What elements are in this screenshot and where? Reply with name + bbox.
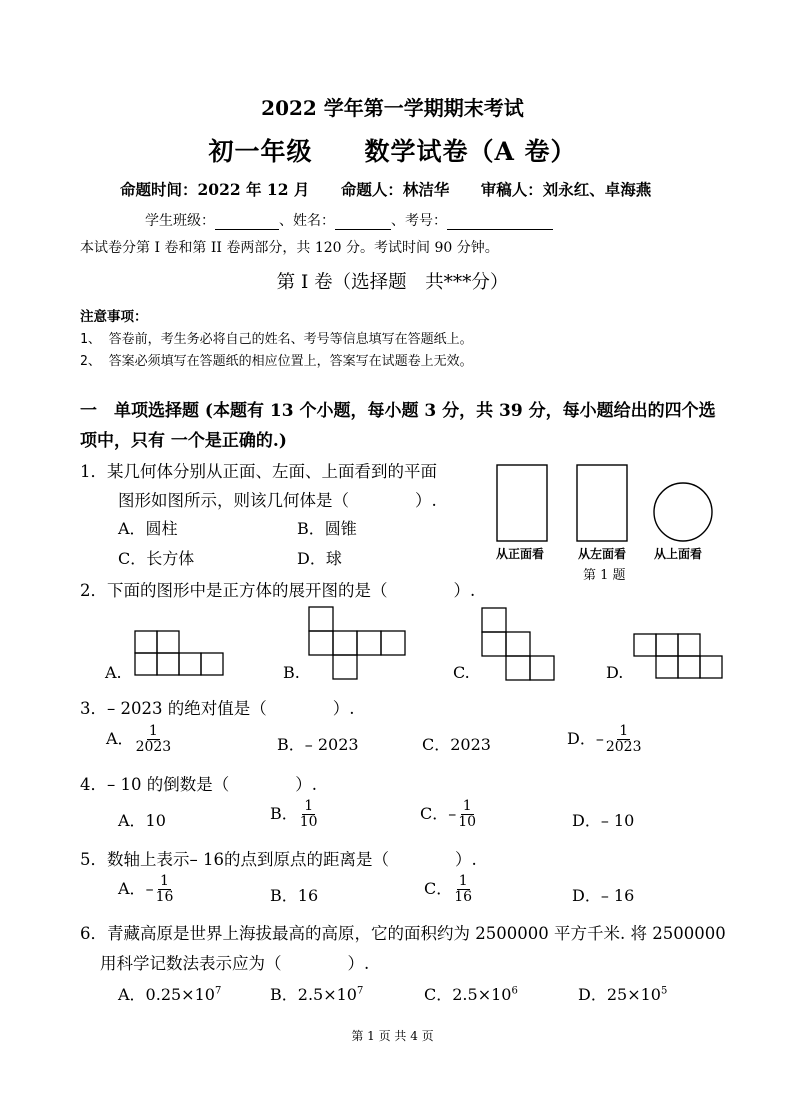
front-view-rectangle [497,465,547,541]
meta-author: 命题人：林洁华 [340,180,450,199]
q3-option-c[interactable]: C．2023 [422,735,491,754]
fraction: $\frac{1}{10}$ [458,798,477,830]
q4-option-a[interactable]: A．10 [118,811,166,830]
q4-option-b[interactable]: B． $\frac{1}{10}$ [270,798,318,830]
q6-option-b[interactable]: B．$2.5\times 10^7$ [270,985,364,1004]
class-label: 学生班级： [145,213,215,229]
exam-title: 2022 学年第一学期期末考试 [261,96,524,120]
front-view-label: 从正面看 [496,547,545,561]
q3-option-a[interactable]: A． $\frac{1}{2023}$ [106,723,172,755]
fraction: $\frac{1}{2023}$ [605,723,642,755]
paper-subtitle: 初一年级 数学试卷（A 卷） [208,137,577,166]
q2-net-a[interactable] [134,630,230,680]
id-label: 、考号： [391,213,447,229]
q2-net-d[interactable] [633,633,725,681]
fraction: $\frac{1}{16}$ [155,873,174,905]
q6-stem-line2: 用科学记数法表示应为（ ）. [100,954,370,973]
q2-net-b[interactable] [308,606,408,680]
q1-stem-line1: 1．某几何体分别从正面、左面、上面看到的平面 [80,462,437,481]
q6-option-a[interactable]: A．$0.25\times 10^7$ [118,985,222,1004]
page-footer: 第 1 页 共 4 页 [351,1029,434,1043]
q3-stem: 3．– 2023 的绝对值是（ ）. [80,699,355,718]
top-view-circle [654,483,712,541]
fraction: $\frac{1}{10}$ [299,798,318,830]
fraction: $\frac{1}{16}$ [454,873,473,905]
id-blank[interactable] [447,215,553,230]
q2-option-a[interactable]: A. [105,663,122,682]
q4-option-c[interactable]: C．– $\frac{1}{10}$ [420,798,477,830]
name-label: 、姓名： [279,213,335,229]
q1-views-figure [492,462,732,544]
q6-stem-line1: 6．青藏高原是世界上海拔最高的高原，它的面积约为 2500000 平方千米. 将 2500000 [80,924,726,943]
q1-stem-line2: 图形如图所示，则该几何体是（ ）. [118,491,437,510]
q2-option-c[interactable]: C. [453,663,470,682]
q6-option-c[interactable]: C．$2.5\times 10^6$ [424,985,518,1004]
meta-reviewer: 审稿人：刘永红、卓海燕 [480,180,652,199]
top-view-label: 从上面看 [654,547,703,561]
q1-option-d[interactable]: D．球 [297,549,342,568]
notice-2: 2、 答案必须填写在答题纸的相应位置上，答案写在试题卷上无效。 [80,354,473,369]
q5-option-d[interactable]: D．– 16 [572,886,635,905]
q5-option-a[interactable]: A．– $\frac{1}{16}$ [118,873,174,905]
name-blank[interactable] [335,215,391,230]
q5-stem: 5．数轴上表示– 16的点到原点的距离是（ ）. [80,850,477,869]
exam-meta [120,178,677,200]
q6-option-d[interactable]: D．$25\times 10^5$ [578,985,668,1004]
meta-date: 命题时间：2022 年 12 月 [120,180,310,199]
student-info [145,210,553,230]
q2-net-c[interactable] [481,607,557,681]
q5-option-b[interactable]: B．16 [270,886,319,905]
exam-intro: 本试卷分第 I 卷和第 II 卷两部分，共 120 分。考试时间 90 分钟。 [80,240,499,256]
q1-option-c[interactable]: C．长方体 [118,549,195,568]
section-title: 第 I 卷（选择题 共***分） [276,272,509,293]
q1-option-b[interactable]: B．圆锥 [297,519,357,538]
class-blank[interactable] [215,215,279,230]
notice-title: 注意事项： [80,309,148,325]
q4-stem: 4．– 10 的倒数是（ ）. [80,775,317,794]
notice-1: 1、 答卷前，考生务必将自己的姓名、考号等信息填写在答题纸上。 [80,332,473,347]
left-view-label: 从左面看 [578,547,627,561]
q2-option-b[interactable]: B. [283,663,300,682]
left-view-rectangle [577,465,627,541]
q3-option-b[interactable]: B．– 2023 [277,735,359,754]
q1-figure-caption: 第 1 题 [583,568,626,583]
part-heading: 一 单项选择题 (本题有 13 个小题，每小题 3 分，共 39 分，每小题给出的四个选项中，只有 一个是正确的.) [80,401,716,451]
fraction: $\frac{1}{2023}$ [135,723,172,755]
q3-option-d[interactable]: D．– $\frac{1}{2023}$ [567,723,642,755]
q2-stem: 2．下面的图形中是正方体的展开图的是（ ）. [80,581,476,600]
q1-option-a[interactable]: A．圆柱 [118,519,178,538]
q5-option-c[interactable]: C． $\frac{1}{16}$ [424,873,473,905]
q4-option-d[interactable]: D．– 10 [572,811,635,830]
q2-option-d[interactable]: D. [606,663,624,682]
